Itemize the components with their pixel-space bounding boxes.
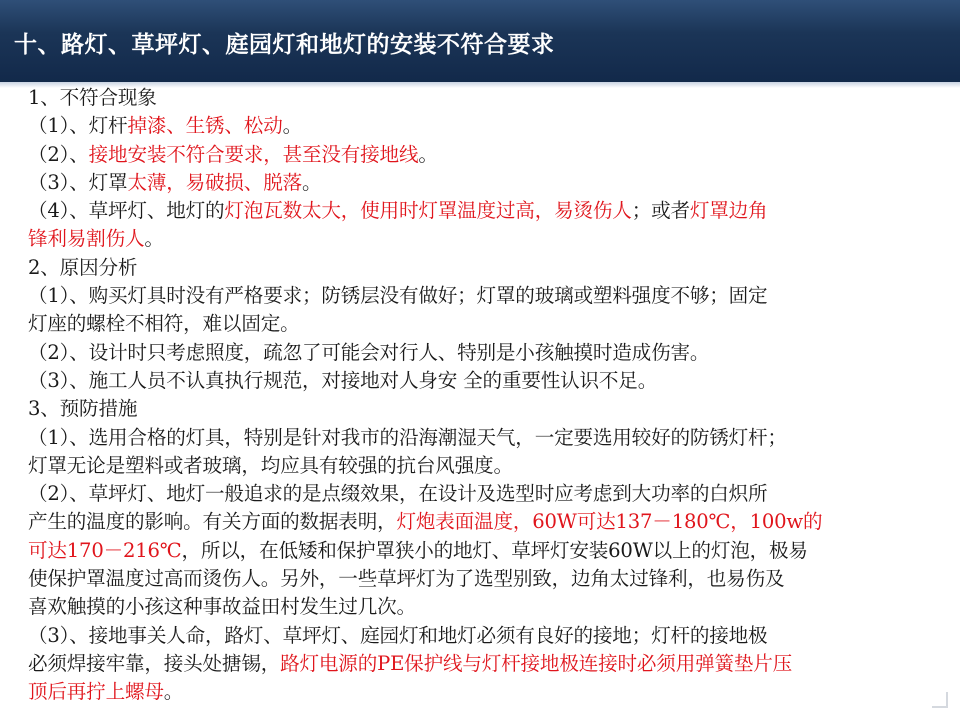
text-segment: 。 <box>144 227 164 251</box>
text-line <box>28 84 942 112</box>
text-segment: （2）、设计时只考虑照度，疏忽了可能会对行人、特别是小孩触摸时造成伤害。 <box>28 340 710 364</box>
text-segment: 使保护罩温度过高而烫伤人。另外，一些草坪灯为了选型别致，边角太过锋利，也易伤及 <box>28 567 785 591</box>
text-line <box>28 452 942 480</box>
text-line <box>28 508 942 536</box>
text-segment: （1）、购买灯具时没有严格要求；防锈层没有做好；灯罩的玻璃或塑料强度不够；固定 <box>28 284 768 308</box>
highlighted-text: 可达170－216℃ <box>28 538 182 562</box>
text-line <box>28 537 942 565</box>
text-line <box>28 593 942 621</box>
highlighted-text: 接地安装不符合要求，甚至没有接地线 <box>88 142 419 166</box>
text-line <box>28 480 942 508</box>
text-line <box>28 197 942 225</box>
highlighted-text: 路灯电源的PE保护线与灯杆接地极连接时必须用弹簧垫片压 <box>280 651 793 675</box>
text-segment: （2）、 <box>28 142 89 166</box>
text-segment: （4）、草坪灯、地灯的 <box>28 199 225 223</box>
text-line <box>28 310 942 338</box>
text-segment: 产生的温度的影响。有关方面的数据表明， <box>28 510 397 534</box>
text-segment: 3、预防措施 <box>28 397 138 421</box>
highlighted-text: 灯泡瓦数太大，使用时灯罩温度过高，易烫伤人 <box>224 199 632 223</box>
text-segment: 灯罩无论是塑料或者玻璃，均应具有较强的抗台风强度。 <box>28 453 513 477</box>
text-line <box>28 678 942 706</box>
highlighted-text: 锋利易割伤人 <box>28 227 145 251</box>
slide-title: 十、路灯、草坪灯、庭园灯和地灯的安装不符合要求 <box>14 31 555 58</box>
highlighted-text: 灯炮表面温度，60W可达137－180℃，100w的 <box>396 510 823 534</box>
highlighted-text: 顶后再拧上螺母 <box>28 680 164 704</box>
text-line <box>28 650 942 678</box>
highlighted-text: 灯罩边角 <box>689 199 768 223</box>
text-segment: 喜欢触摸的小孩这种事故益田村发生过几次。 <box>28 595 416 619</box>
highlighted-text: 太薄，易破损、脱落 <box>127 170 302 194</box>
text-line <box>28 622 942 650</box>
text-line <box>28 112 942 140</box>
text-line <box>28 424 942 452</box>
text-line <box>28 141 942 169</box>
text-segment: 必须焊接牢靠，接头处搪锡， <box>28 651 281 675</box>
text-line <box>28 395 942 423</box>
text-segment: 。 <box>301 170 322 194</box>
text-segment: 。 <box>282 114 302 138</box>
highlighted-text: 掉漆、生锈、松动 <box>127 114 283 138</box>
text-segment: （2）、草坪灯、地灯一般追求的是点缀效果，在设计及选型时应考虑到大功率的白炽所 <box>28 482 768 506</box>
text-line <box>28 169 942 197</box>
slide-body-text <box>28 84 942 707</box>
text-segment: （3）、接地事关人命，路灯、草坪灯、庭园灯和地灯必须有良好的接地；灯杆的接地极 <box>28 623 768 647</box>
text-segment: （1）、灯杆 <box>28 114 128 138</box>
text-segment: （3）、施工人员不认真执行规范，对接地对人身安 全的重要性认识不足。 <box>28 368 658 392</box>
text-segment: （1）、选用合格的灯具，特别是针对我市的沿海潮湿天气，一定要选用较好的防锈灯杆； <box>28 425 787 449</box>
text-segment: ，所以，在低矮和保护罩狭小的地灯、草坪灯安装60W以上的灯泡，极易 <box>181 538 808 562</box>
text-line <box>28 367 942 395</box>
text-line <box>28 565 942 593</box>
corner-mark-icon <box>932 692 948 708</box>
text-segment: （3）、灯罩 <box>28 170 128 194</box>
text-segment: 1、不符合现象 <box>28 86 157 109</box>
text-line <box>28 339 942 367</box>
text-segment: 。 <box>163 680 184 704</box>
text-segment: 。 <box>418 142 438 166</box>
text-segment: 灯座的螺栓不相符，难以固定。 <box>28 312 300 336</box>
text-line <box>28 225 942 253</box>
text-line <box>28 282 942 310</box>
text-line <box>28 254 942 282</box>
text-segment: 2、原因分析 <box>28 255 138 279</box>
text-segment: ；或者 <box>631 199 690 223</box>
title-bar <box>0 0 960 82</box>
